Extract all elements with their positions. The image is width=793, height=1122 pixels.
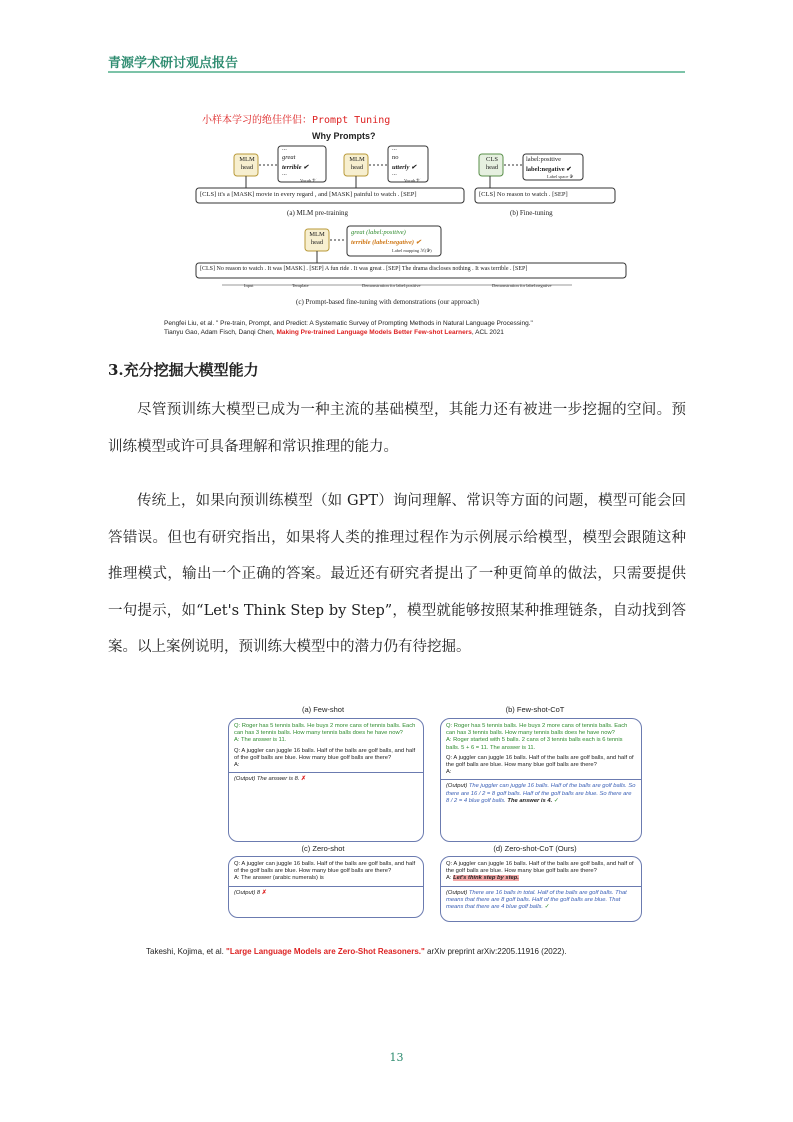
panel-b-box	[440, 718, 642, 842]
panel-d-box	[440, 856, 642, 922]
section-heading: 3.充分挖掘大模型能力	[108, 361, 259, 379]
panel-a-roger-q: Q: Roger has 5 tennis balls. He buys 2 more cans of tennis balls. Each can has 3 tennis balls. How many tennis balls does he have now?	[234, 723, 416, 737]
step-by-step-highlight: Let's think step by step.	[453, 875, 519, 882]
panel-c-prompt: A: The answer (arabic numerals) is	[234, 875, 324, 882]
sentence-a: [CLS] it's a [MASK] movie in every regard , and [MASK] painful to watch . [SEP]	[200, 191, 417, 198]
panel-b-juggler-q: Q: A juggler can juggle 16 balls. Half of the balls are golf balls, and half of the golf balls are blue. How many blue golf balls are there?	[446, 754, 634, 769]
panel-c-title: (c) Zero-shot	[301, 844, 345, 853]
segment-input: Input	[244, 283, 254, 288]
label-negative: label:negative ✔	[526, 166, 572, 173]
panel-b-roger-q: Q: Roger has 5 tennis balls. He buys 2 more cans of tennis balls. Each can has 3 tennis balls. How many tennis balls does he have now?	[446, 723, 628, 737]
panel-d-output: (Output) There are 16 balls in total. Half of the balls are golf balls. That means that there are 8 golf balls. Half of the golf balls are blue. That means that there are 4 blue golf balls. ✓	[446, 889, 627, 911]
ref-gao: Tianyu Gao, Adam Fisch, Danqi Chen, Making Pre-trained Language Models Better Few-shot Learners, ACL 2021	[164, 329, 504, 336]
ref-liu: Pengfei Liu, et al. " Pre-train, Prompt, and Predict: A Systematic Survey of Prompting Methods in Natural Language Processing."	[164, 320, 533, 327]
segment-template: Template	[292, 283, 309, 288]
prompt-tuning-figure	[192, 108, 632, 323]
report-header-title: 青源学术研讨观点报告	[108, 56, 239, 71]
figure1-subtitle: Why Prompts?	[312, 131, 376, 141]
vocab2-utterly: utterly ✔	[392, 164, 417, 171]
page-number: 13	[389, 1051, 404, 1064]
cross-icon: ✗	[301, 776, 306, 783]
sentence-c: [CLS] No reason to watch . It was [MASK] . [SEP] A fun ride . It was great . [SEP] The drama discloses nothing . It was terrible . [SEP]	[200, 266, 528, 272]
panel-c-box	[228, 856, 424, 918]
vocab1-great: great	[282, 154, 296, 161]
terrible-negative: terrible (label:negative) ✔	[351, 239, 422, 246]
figure1-title: 小样本学习的绝佳伴侣：Prompt Tuning	[202, 115, 391, 126]
vocab1-terrible: terrible ✔	[282, 164, 309, 171]
label-mapping-caption: Label mapping ℳ(𝒴)	[392, 248, 432, 253]
label-space-caption: Label space 𝒴	[547, 174, 574, 179]
ref-gao-title: Making Pre-trained Language Models Better Few-shot Learners	[276, 329, 472, 336]
great-positive: great (label:positive)	[351, 229, 406, 236]
figure2-reference: Takeshi, Kojima, et al. "Large Language Models are Zero-Shot Reasoners." arXiv preprint arXiv:2205.11916 (2022).	[146, 947, 567, 956]
caption-a: (a) MLM pre-training	[287, 209, 349, 217]
header-divider	[108, 71, 685, 73]
figure1-references	[164, 319, 533, 337]
panel-d-prompt: A: Let's think step by step.	[446, 875, 519, 882]
panel-d-juggler-q: Q: A juggler can juggle 16 balls. Half of the balls are golf balls, and half of the golf balls are blue. How many blue golf balls are there?	[446, 861, 634, 875]
vocab2-dots-bottom: ...	[392, 170, 397, 177]
panel-a-box	[228, 718, 424, 842]
panel-d-title: (d) Zero-shot-CoT (Ours)	[493, 844, 577, 853]
segment-demo-positive: Demonstration for label:positive	[362, 283, 421, 288]
panel-b-title: (b) Few-shot-CoT	[505, 705, 565, 714]
cls-head-label: CLS head	[485, 156, 499, 171]
vocab2-no: no	[392, 154, 399, 161]
panel-c-juggler-q: Q: A juggler can juggle 16 balls. Half of the balls are golf balls, and half of the golf balls are blue. How many blue golf balls are there?	[234, 861, 416, 875]
label-positive: label:positive	[526, 156, 562, 163]
segment-demo-negative: Demonstration for label:negative	[492, 283, 552, 288]
vocab1-label: Vocab 𝒱	[300, 178, 317, 183]
caption-b: (b) Fine-tuning	[510, 209, 553, 217]
cross-icon: ✗	[261, 889, 267, 896]
mlm-head-label-3: MLM head	[309, 231, 325, 246]
vocab1-dots-top: ...	[282, 145, 287, 152]
panel-a-prompt: A:	[234, 762, 240, 769]
panel-b-prompt: A:	[446, 769, 452, 776]
panel-a-juggler-q: Q: A juggler can juggle 16 balls. Half of the balls are golf balls, and half of the golf balls are blue. How many blue golf balls are there?	[234, 747, 416, 761]
panel-a-title: (a) Few-shot	[301, 705, 345, 714]
paragraph-1: 尽管预训练大模型已成为一种主流的基础模型，其能力还有被进一步挖掘的空间。预训练模型或许可具备理解和常识推理的能力。	[108, 402, 686, 455]
panel-b-output: (Output) The juggler can juggle 16 balls. Half of the balls are golf balls. So there are 16 / 2 = 8 golf balls. Half of the golf balls are blue. So there are 8 / 2 = 4 blue golf balls. The answer is 4. ✓	[446, 783, 636, 804]
vocab2-dots-top: ...	[392, 145, 397, 152]
cot-figure	[228, 705, 642, 923]
ref-kojima-title: "Large Language Models are Zero-Shot Reasoners."	[226, 947, 425, 956]
paragraph-2: 传统上，如果向预训练模型（如 GPT）询问理解、常识等方面的问题，模型可能会回答错误。但也有研究指出，如果将人类的推理过程作为示例展示给模型，模型会跟随这种推理模式，输出一个正确的答案。最近还有研究者提出了一种更简单的做法，只需要提供一句提示，如“Let's Think Step by Step”，模型就能够按照某种推理链条，自动找到答案。以上案例说明，预训练大模型中的潜力仍有待挖掘。	[108, 493, 686, 655]
vocab1-dots-bottom: ...	[282, 170, 287, 177]
check-icon: ✓	[544, 904, 550, 911]
mlm-head-label-2: MLM head	[349, 156, 365, 171]
panel-b-answer: A: Roger started with 5 balls. 2 cans of 3 tennis balls each is 6 tennis balls. 5 + 6 = 11. The answer is 11.	[446, 737, 623, 751]
vocab2-label: Vocab 𝒱	[404, 178, 421, 183]
caption-c: (c) Prompt-based fine-tuning with demonstrations (our approach)	[296, 298, 480, 306]
panel-c-output: (Output) 8 ✗	[234, 889, 267, 896]
check-icon: ✓	[553, 797, 559, 804]
panel-a-output: (Output) The answer is 8. ✗	[234, 776, 306, 783]
figure1-diagram-shapes	[192, 108, 632, 323]
panel-a-answer: A: The answer is 11.	[234, 737, 287, 744]
sentence-b: [CLS] No reason to watch . [SEP]	[479, 191, 568, 198]
mlm-head-label-1: MLM head	[239, 156, 255, 171]
